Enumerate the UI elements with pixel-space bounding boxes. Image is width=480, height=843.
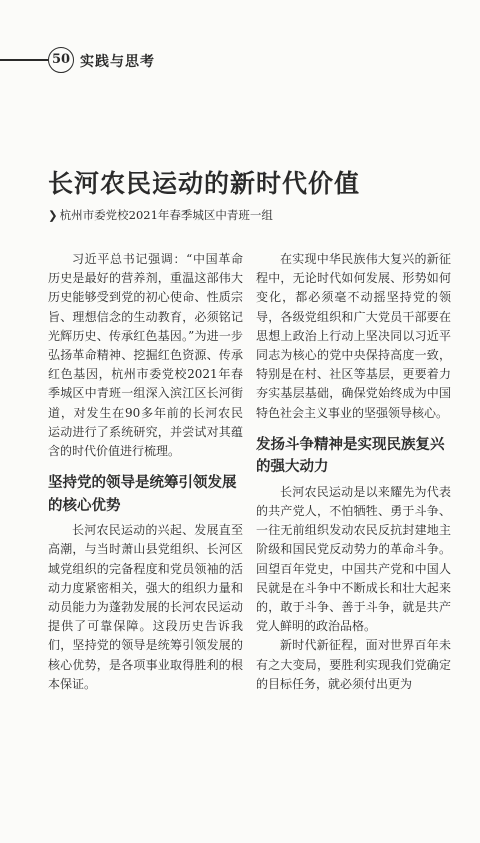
byline — [48, 207, 273, 223]
new-era-paragraph: 新时代新征程，面对世界百年未有之大变局，要胜利实现我们党确定的目标任务，就必须付出更为 — [256, 638, 451, 691]
page-number: 50 — [48, 47, 74, 73]
continuation-paragraph: 在实现中华民族伟大复兴的新征程中，无论时代如何发展、形势如何变化，都必须毫不动摇坚持党的领导，各级党组织和广大党员干部要在思想上政治上行动上坚决同以习近平同志为核心的党中央保持高度一致，特别是在村、社区等基层，更要着力夯实基层基础，确保党始终成为中国特色社会主义事业的坚强领导核心。 — [256, 252, 451, 420]
section-heading-leadership: 坚持党的领导是统筹引领发展的核心优势 — [48, 475, 237, 514]
chevron-right-icon: ❯ — [48, 208, 58, 222]
article-title: 长河农民运动的新时代价值 — [48, 169, 361, 198]
intro-paragraph: 习近平总书记强调：“中国革命历史是最好的营养剂，重温这部伟大历史能够受到党的初心使命、性质宗旨、理想信念的生动教育，必须铭记光辉历史、传承红色基因。”为进一步弘扬革命精神、挖掘红色资源、传承红色基因，杭州市委党校2021年春季城区中青班一组深入滨江区长河街道，对发生在90多年前的长河农民运动进行了系统研究，并尝试对其蕴含的时代价值进行梳理。 — [48, 252, 243, 459]
left-column — [48, 250, 243, 694]
byline-text: 杭州市委党校2021年春季城区中青班一组 — [59, 208, 273, 222]
section-heading-struggle: 发扬斗争精神是实现民族复兴的强大动力 — [256, 436, 445, 476]
leadership-paragraph: 长河农民运动的兴起、发展直至高潮，与当时萧山县党组织、长河区域党组织的完备程度和党员领袖的活动力度紧密相关，强大的组织力量和动员能力为蓬勃发展的长河农民运动提供了可靠保障。这段历史告诉我们，坚持党的领导是统筹引领发展的核心优势，是各项事业取得胜利的根本保证。 — [48, 523, 243, 691]
section-title: 实践与思考 — [80, 54, 155, 70]
struggle-paragraph: 长河农民运动是以来耀先为代表的共产党人，不怕牺牲、勇于斗争、一往无前组织发动农民反抗封建地主阶级和国民党反动势力的革命斗争。回望百年党史，中国共产党和中国人民就是在斗争中不断成长和壮大起来的，敢于斗争、善于斗争，就是共产党人鲜明的政治品格。 — [256, 484, 451, 634]
right-column — [256, 250, 451, 694]
header-rule — [0, 59, 48, 61]
